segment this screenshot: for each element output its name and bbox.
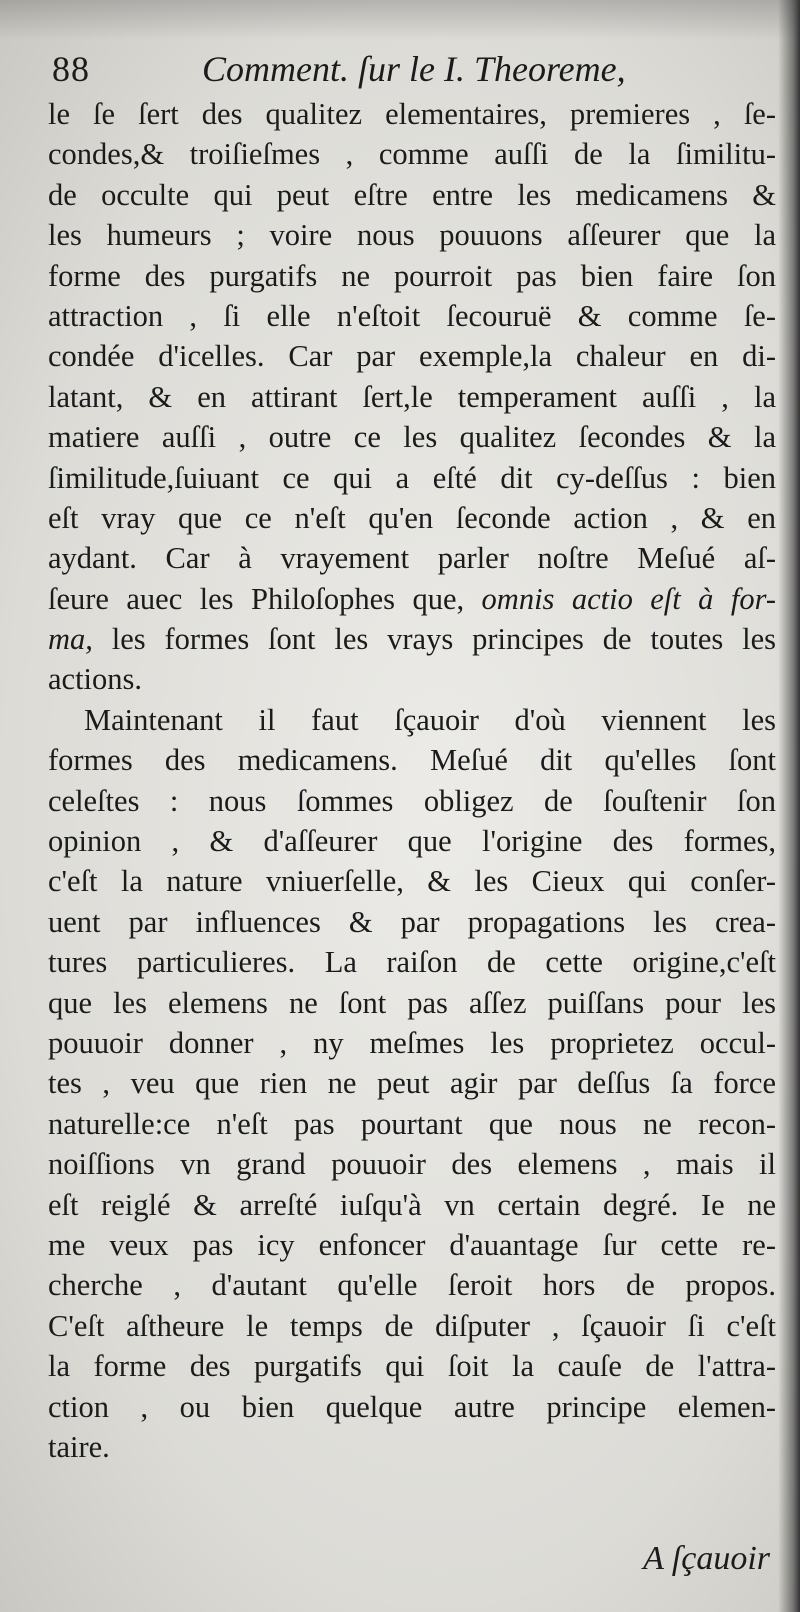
text-line: matiere auſſi , outre ce les qualitez ſecondes & la: [48, 420, 776, 455]
text-line: cherche , d'autant qu'elle ſeroit hors de propos.: [48, 1268, 776, 1303]
text-line: C'eſt aſtheure le temps de diſputer , ſçauoir ſi c'eſt: [48, 1308, 776, 1343]
catchword: A ſçauoir: [643, 1540, 770, 1577]
paragraph-first-line: Maintenant il faut ſçauoir d'où viennent les: [84, 702, 776, 737]
paragraph-end-line: taire.: [48, 1429, 110, 1464]
text-line: aydant. Car à vrayement parler noſtre Meſué aſ-: [48, 541, 776, 576]
text-line: forme des purgatifs ne pourroit pas bien faire ſon: [48, 258, 776, 293]
paragraph-end-line: actions.: [48, 662, 143, 697]
text-line: le ſe ſert des qualitez elementaires, premieres , ſe-: [48, 97, 776, 131]
text-line-with-latin: [48, 579, 776, 619]
text-line: condes,& troiſieſmes , comme auſſi de la ſimilitu-: [48, 137, 776, 172]
text-line: ſimilitude,ſuiuant ce qui a eſté dit cy-deſſus : bien: [48, 460, 776, 495]
page-header: [52, 46, 777, 98]
text-line: celeſtes : nous ſommes obligez de ſouſtenir ſon: [48, 783, 776, 818]
text-line: me veux pas icy enfoncer d'auantage ſur cette re-: [48, 1227, 776, 1262]
text-line: tures particulieres. La raiſon de cette origine,c'eſt: [48, 945, 776, 980]
text-line: eſt vray que ce n'eſt qu'en ſeconde action , & en: [48, 500, 776, 535]
text-line: opinion , & d'aſſeurer que l'origine des formes,: [48, 824, 776, 859]
text-line: noiſſions vn grand pouuoir des elemens , mais il: [48, 1147, 776, 1182]
text-line: condée d'icelles. Car par exemple,la chaleur en di-: [48, 339, 776, 374]
text-line: c'eſt la nature vniuerſelle, & les Cieux qui conſer-: [48, 864, 776, 899]
text-line: la forme des purgatifs qui ſoit la cauſe de l'attra-: [48, 1349, 776, 1384]
text-line: les humeurs ; voire nous pouuons aſſeurer que la: [48, 218, 776, 253]
text-segment: ſeure auec les Philoſophes que,: [48, 581, 482, 616]
page-shadow-top: [0, 0, 800, 40]
text-line: formes des medicamens. Meſué dit qu'elles ſont: [48, 743, 776, 778]
page-shadow-right: [778, 0, 800, 1612]
latin-quote: omnis actio eſt à for-: [481, 581, 776, 616]
text-line-with-latin: [48, 619, 776, 659]
text-line: latant, & en attirant ſert,le temperament auſſi , la: [48, 379, 776, 414]
text-line: ction , ou bien quelque autre principe elemen-: [48, 1389, 776, 1424]
running-title: Comment. ſur le I. Theoreme,: [202, 49, 626, 89]
page-number: 88: [52, 49, 90, 89]
text-line: naturelle:ce n'eſt pas pourtant que nous ne recon-: [48, 1106, 776, 1141]
latin-quote: ma,: [48, 622, 93, 657]
text-line: pouuoir donner , ny meſmes les proprietez occul-: [48, 1025, 776, 1060]
text-segment: les formes ſont les vrays principes de toutes les: [92, 622, 776, 657]
text-line: eſt reiglé & arreſté iuſqu'à vn certain degré. Ie ne: [48, 1187, 776, 1222]
text-line: tes , veu que rien ne peut agir par deſſus ſa force: [48, 1066, 776, 1101]
text-line: uent par influences & par propagations les crea-: [48, 904, 776, 939]
body-text: [48, 94, 776, 1467]
text-line: que les elemens ne ſont pas aſſez puiſſans pour les: [48, 985, 776, 1020]
text-line: attraction , ſi elle n'eſtoit ſecouruë & comme ſe-: [48, 298, 776, 333]
text-line: de occulte qui peut eſtre entre les medicamens &: [48, 177, 776, 212]
